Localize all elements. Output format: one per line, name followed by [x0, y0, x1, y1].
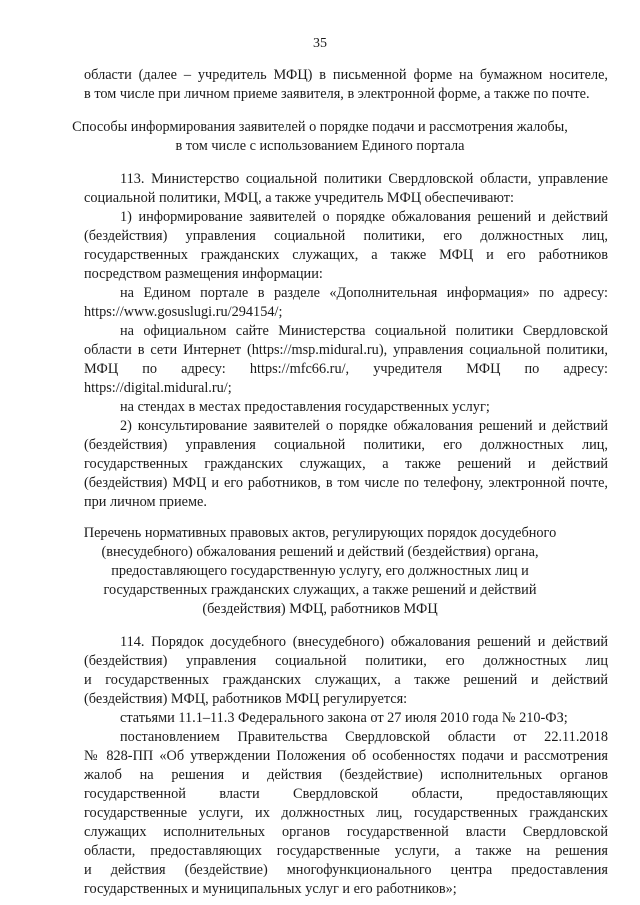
text-line: 1) информирование заявителей о порядке обжалования решений и действий [120, 209, 608, 225]
text-line: 113. Министерство социальной политики Свердловской области, управление [120, 171, 608, 187]
text-line: при личном приеме. [84, 494, 207, 510]
section-heading: государственных гражданских служащих, а также решений и действий [103, 582, 537, 598]
text-line: (бездействия) управления социальной политики, его должностных лиц [84, 653, 608, 669]
text-line: (бездействия) МФЦ и его работников, в том числе по телефону, электронной почте, [84, 475, 608, 491]
text-line: на официальном сайте Министерства социальной политики Свердловской [120, 323, 608, 339]
text-line: № 828-ПП «Об утверждении Положения об особенностях подачи и рассмотрения [84, 748, 608, 764]
text-line: 2) консультирование заявителей о порядке обжалования решений и действий [120, 418, 608, 434]
text-line: области, предоставляющих государственные услуги, а также на решения [84, 843, 608, 859]
section-heading: в том числе с использованием Единого портала [175, 138, 465, 154]
text-line: государственные услуги, их должностных лиц, государственных гражданских [84, 805, 608, 821]
text-line: области в сети Интернет (https://msp.midural.ru), управления социальной политики, [84, 342, 608, 358]
section-heading: предоставляющего государственную услугу, его должностных лиц и [111, 563, 529, 579]
text-line: области (далее – учредитель МФЦ) в письменной форме на бумажном носителе, [84, 67, 608, 83]
text-line: и государственных гражданских служащих, а также решений и действий [84, 672, 608, 688]
text-line: (бездействия) МФЦ, работников МФЦ регулируется: [84, 691, 408, 707]
text-line: 114. Порядок досудебного (внесудебного) обжалования решений и действий [120, 634, 608, 650]
text-line: государственных и муниципальных услуг и его работников»; [84, 881, 457, 897]
text-line: (бездействия) управления социальной политики, его должностных лиц, [84, 437, 608, 453]
text-line: в том числе при личном приеме заявителя, в электронной форме, а также по почте. [84, 86, 590, 102]
text-line: государственных гражданских служащих, а также решений и действий [84, 456, 608, 472]
section-heading: Перечень нормативных правовых актов, регулирующих порядок досудебного [83, 525, 557, 541]
text-line: https://digital.midural.ru/; [84, 380, 232, 396]
section-heading: Способы информирования заявителей о порядке подачи и рассмотрения жалобы, [72, 119, 568, 135]
page-number: 35 [313, 36, 327, 51]
text-line: постановлением Правительства Свердловской области от 22.11.2018 [120, 729, 608, 745]
text-line: жалоб на решения и действия (бездействие) исполнительных органов [84, 767, 608, 783]
text-line: служащих исполнительных органов государственной власти Свердловской [84, 824, 608, 840]
text-line: https://www.gosuslugi.ru/294154/; [84, 304, 283, 320]
text-line: социальной политики, МФЦ, а также учредитель МФЦ обеспечивают: [84, 190, 515, 206]
text-line: (бездействия) управления социальной политики, его должностных лиц, [84, 228, 608, 244]
text-line: на Едином портале в разделе «Дополнительная информация» по адресу: [120, 285, 608, 301]
text-line: статьями 11.1–11.3 Федерального закона от 27 июля 2010 года № 210-ФЗ; [120, 710, 568, 726]
text-line: МФЦ по адресу: https://mfc66.ru/, учредителя МФЦ по адресу: [84, 361, 608, 377]
section-heading: (внесудебного) обжалования решений и действий (бездействия) органа, [101, 544, 539, 560]
text-line: посредством размещения информации: [84, 266, 323, 282]
text-line: на стендах в местах предоставления государственных услуг; [120, 399, 490, 415]
text-line: государственных гражданских служащих, а также МФЦ и его работников [84, 247, 608, 263]
text-line: государственной власти Свердловской области, предоставляющих [84, 786, 608, 802]
text-line: и действия (бездействие) многофункционального центра предоставления [84, 862, 608, 878]
section-heading: (бездействия) МФЦ, работников МФЦ [202, 601, 438, 617]
